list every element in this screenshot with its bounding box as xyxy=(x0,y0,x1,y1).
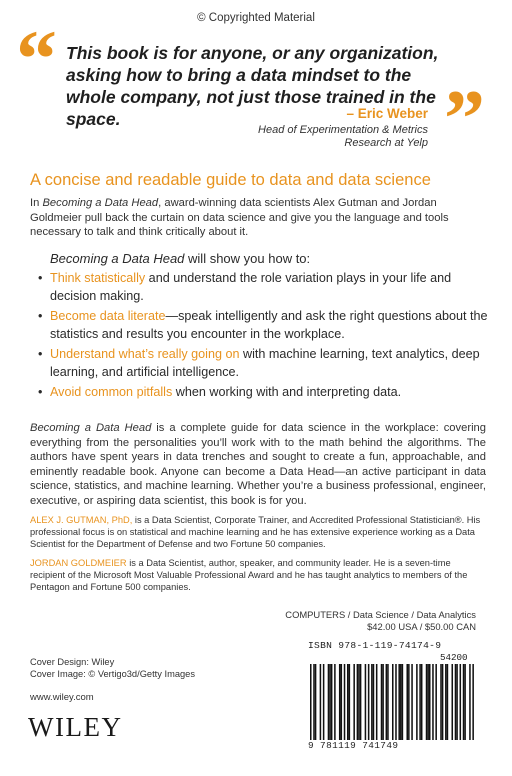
barcode-bar xyxy=(315,664,317,740)
cover-image-credit: Cover Image: © Vertigo3d/Getty Images xyxy=(30,668,195,679)
barcode-bar xyxy=(400,664,402,740)
section-headline: A concise and readable guide to data and data science xyxy=(30,171,431,189)
barcode-bar xyxy=(464,664,466,740)
description-text: is a complete guide for data science in the workplace: covering everything from the personalities you’ll work with to the math behind the algorithms. The authors have spent years in data trenches and sought to create a fun, approachable, and eminently readable book. Anyone can become a Data Head—an active participant in data science, statistics, and machine learning. Whether you’re a business professional, engineer, executive, or aspiring data scientist, this book is for you. xyxy=(30,422,487,507)
list-item xyxy=(38,346,488,381)
barcode-bar xyxy=(455,664,457,740)
barcode-bar xyxy=(469,664,471,740)
bullet-icon: • xyxy=(38,309,43,323)
barcode-bar xyxy=(381,664,383,740)
intro-book-title: Becoming a Data Head xyxy=(42,197,159,209)
barcode-bar xyxy=(387,664,389,740)
barcode-bar xyxy=(344,664,346,740)
isbn-label: ISBN 978-1-119-74174-9 xyxy=(308,640,442,651)
category-label: COMPUTERS / Data Science / Data Analytics xyxy=(285,609,476,620)
barcode-bar xyxy=(435,664,437,740)
barcode-bar xyxy=(460,664,462,740)
barcode-bar xyxy=(440,664,442,740)
pull-quote-text: This book is for anyone, or any organization, asking how to bring a data mindset to the whole company, not just those trained in the space. xyxy=(66,43,439,129)
barcode-bar xyxy=(411,664,413,740)
barcode-bar xyxy=(416,664,418,740)
barcode-bar xyxy=(329,664,331,740)
barcode-number: 9 781119 741749 xyxy=(308,740,399,751)
barcode-bar xyxy=(310,664,312,740)
cover-credits xyxy=(30,657,195,680)
barcode-bar xyxy=(365,664,367,740)
barcode-bar xyxy=(426,664,428,740)
author-name: ALEX J. GUTMAN, PhD, xyxy=(30,515,133,525)
barcode-bar xyxy=(373,664,375,740)
author-name: JORDAN GOLDMEIER xyxy=(30,558,127,568)
barcode-bar xyxy=(334,664,336,740)
barcode-bar xyxy=(392,664,394,740)
barcode-bar xyxy=(376,664,378,740)
barcode-bar xyxy=(408,664,410,740)
barcode-bar xyxy=(386,664,388,740)
barcode-bar xyxy=(463,664,465,740)
publisher-website: www.wiley.com xyxy=(30,692,94,703)
barcode-bar xyxy=(320,664,322,740)
author-bio-text: is a Data Scientist, author, speaker, and community leader. He is a seven-time recipient of the Microsoft Most Valuable Professional Award and he has taught analytics to members of the Pentagon and Fortune 500 companies. xyxy=(30,558,468,592)
barcode-bar xyxy=(472,664,474,740)
list-item-text: and understand the role variation plays in your life and decision making. xyxy=(50,271,452,303)
barcode-bar xyxy=(328,664,330,740)
list-item xyxy=(38,270,488,305)
barcode-bar xyxy=(406,664,408,740)
price-label: $42.00 USA / $50.00 CAN xyxy=(367,620,476,632)
barcode-bar xyxy=(427,664,429,740)
intro-text-after: , award-winning data scientists Alex Gutman and Jordan Goldmeier pull back the curtain on data science and give you the language and tools necessary to talk and think critically about it. xyxy=(30,197,449,239)
barcode-bar xyxy=(360,664,362,740)
barcode-bar xyxy=(331,664,333,740)
description-book-title: Becoming a Data Head xyxy=(30,422,152,434)
barcode-bar xyxy=(456,664,458,740)
bullet-icon: • xyxy=(38,385,43,399)
barcode-bar xyxy=(368,664,370,740)
cover-design-credit: Cover Design: Wiley xyxy=(30,657,115,667)
isbn-barcode-block xyxy=(308,640,478,756)
description-paragraph xyxy=(30,421,486,508)
close-quote-mark: ” xyxy=(444,73,477,164)
price-code-label: 54200 xyxy=(440,652,468,663)
barcode-bar xyxy=(339,664,341,740)
list-item-text: —speak intelligently and ask the right questions about the statistics and results you encounter in the workplace. xyxy=(50,309,488,341)
copyright-notice: © Copyrighted Material xyxy=(197,12,315,24)
barcode-bar xyxy=(347,664,349,740)
barcode-bar xyxy=(451,664,453,740)
quote-author-role: Head of Experimentation & Metrics Research at Yelp xyxy=(258,124,428,149)
show-heading-rest: will show you how to: xyxy=(184,251,311,266)
barcode-bar xyxy=(357,664,359,740)
bullet-icon: • xyxy=(38,271,43,285)
author-bio-gutman xyxy=(30,514,486,550)
barcode-bar xyxy=(341,664,343,740)
barcode-bar xyxy=(398,664,400,740)
barcode-graphic xyxy=(310,664,474,740)
open-quote-mark: “ xyxy=(16,13,49,104)
quote-author: – Eric Weber xyxy=(346,106,428,121)
intro-text-before: In xyxy=(30,197,43,209)
barcode-bar xyxy=(429,664,431,740)
list-item xyxy=(38,308,488,343)
category-price-block xyxy=(285,609,476,632)
skills-list xyxy=(38,270,488,405)
publisher-logo: WILEY xyxy=(28,712,123,742)
show-how-heading xyxy=(50,251,310,266)
author-bio-text: is a Data Scientist, Corporate Trainer, and Accredited Professional Statistician®. His professional focus is on statistical and machine learning and he has extensive experience working as a Data Scientist for the Department of Defense and two Fortune 50 companies. xyxy=(30,515,481,549)
barcode-bar xyxy=(395,664,397,740)
list-item-highlight: Understand what’s really going on xyxy=(50,347,240,361)
barcode-bar xyxy=(445,664,447,740)
show-book-title: Becoming a Data Head xyxy=(50,251,185,266)
barcode-bar xyxy=(323,664,325,740)
barcode-bar xyxy=(353,664,355,740)
list-item-highlight: Become data literate xyxy=(50,309,166,323)
list-item-text: when working with and interpreting data. xyxy=(172,385,402,399)
list-item-highlight: Avoid common pitfalls xyxy=(50,385,173,399)
barcode-bar xyxy=(349,664,351,740)
list-item-highlight: Think statistically xyxy=(50,271,146,285)
barcode-bar xyxy=(371,664,373,740)
barcode-bar xyxy=(313,664,315,740)
barcode-bar xyxy=(358,664,360,740)
list-item-text: with machine learning, text analytics, deep learning, and artificial intelligence. xyxy=(50,347,480,379)
barcode-bar xyxy=(432,664,434,740)
barcode-bar xyxy=(447,664,449,740)
barcode-bar xyxy=(402,664,404,740)
bullet-icon: • xyxy=(38,347,43,361)
barcode-bar xyxy=(419,664,421,740)
barcode-icon xyxy=(310,664,474,740)
intro-paragraph xyxy=(30,196,486,240)
barcode-bar xyxy=(382,664,384,740)
barcode-bar xyxy=(421,664,423,740)
barcode-bar xyxy=(442,664,444,740)
author-bio-goldmeier xyxy=(30,557,486,593)
list-item xyxy=(38,384,488,402)
